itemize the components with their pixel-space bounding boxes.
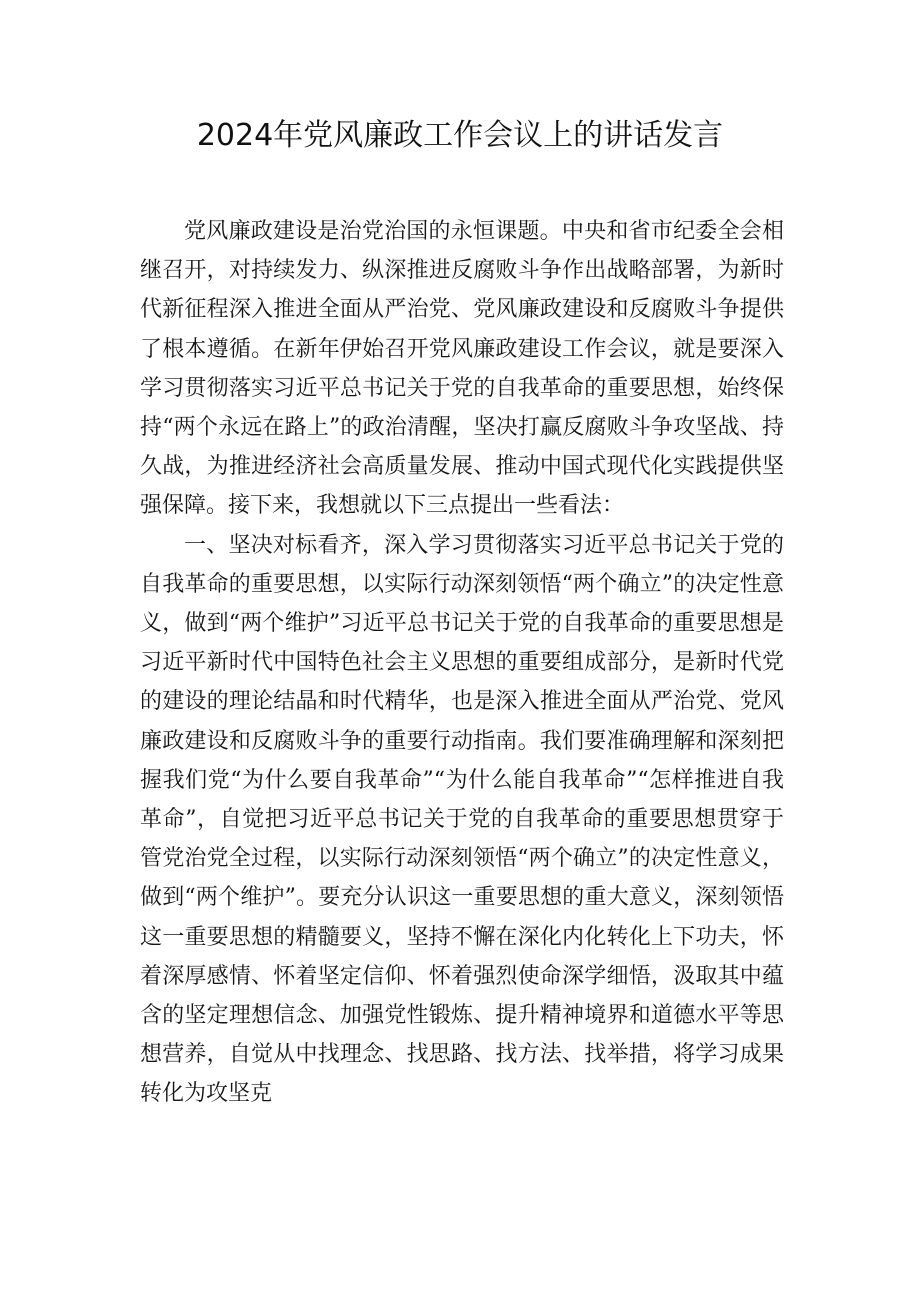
paragraph-intro: 党风廉政建设是治党治国的永恒课题。中央和省市纪委全会相继召开，对持续发力、纵深推进反腐败斗争作出战略部署，为新时代新征程深入推进全面从严治党、党风廉政建设和反腐败斗争提供了根本遵循。在新年伊始召开党风廉政建设工作会议，就是要深入学习贯彻落实习近平总书记关于党的自我革命的重要思想，始终保持“两个永远在路上”的政治清醒，坚决打赢反腐败斗争攻坚战、持久战，为推进经济社会高质量发展、推动中国式现代化实践提供坚强保障。接下来，我想就以下三点提出一些看法： (140, 219, 784, 519)
document-title: 2024年党风廉政工作会议上的讲话发言 (196, 118, 724, 153)
document-body (140, 212, 784, 1114)
paragraph-section-one: 一、坚决对标看齐，深入学习贯彻落实习近平总书记关于党的自我革命的重要思想，以实际行动深刻领悟“两个确立”的决定性意义，做到“两个维护”习近平总书记关于党的自我革命的重要思想是习近平新时代中国特色社会主义思想的重要组成部分，是新时代党的建设的理论结晶和时代精华，也是深入推进全面从严治党、党风廉政建设和反腐败斗争的重要行动指南。我们要准确理解和深刻把握我们党“为什么要自我革命”“为什么能自我革命”“怎样推进自我革命”，自觉把习近平总书记关于党的自我革命的重要思想贯穿于管党治党全过程，以实际行动深刻领悟“两个确立”的决定性意义，做到“两个维护”。要充分认识这一重要思想的重大意义，深刻领悟这一重要思想的精髓要义，坚持不懈在深化内化转化上下功夫，怀着深厚感情、怀着坚定信仰、怀着强烈使命深学细悟，汲取其中蕴含的坚定理想信念、加强党性锻炼、提升精神境界和道德水平等思想营养，自觉从中找理念、找思路、找方法、找举措，将学习成果转化为攻坚克 (140, 532, 784, 1107)
